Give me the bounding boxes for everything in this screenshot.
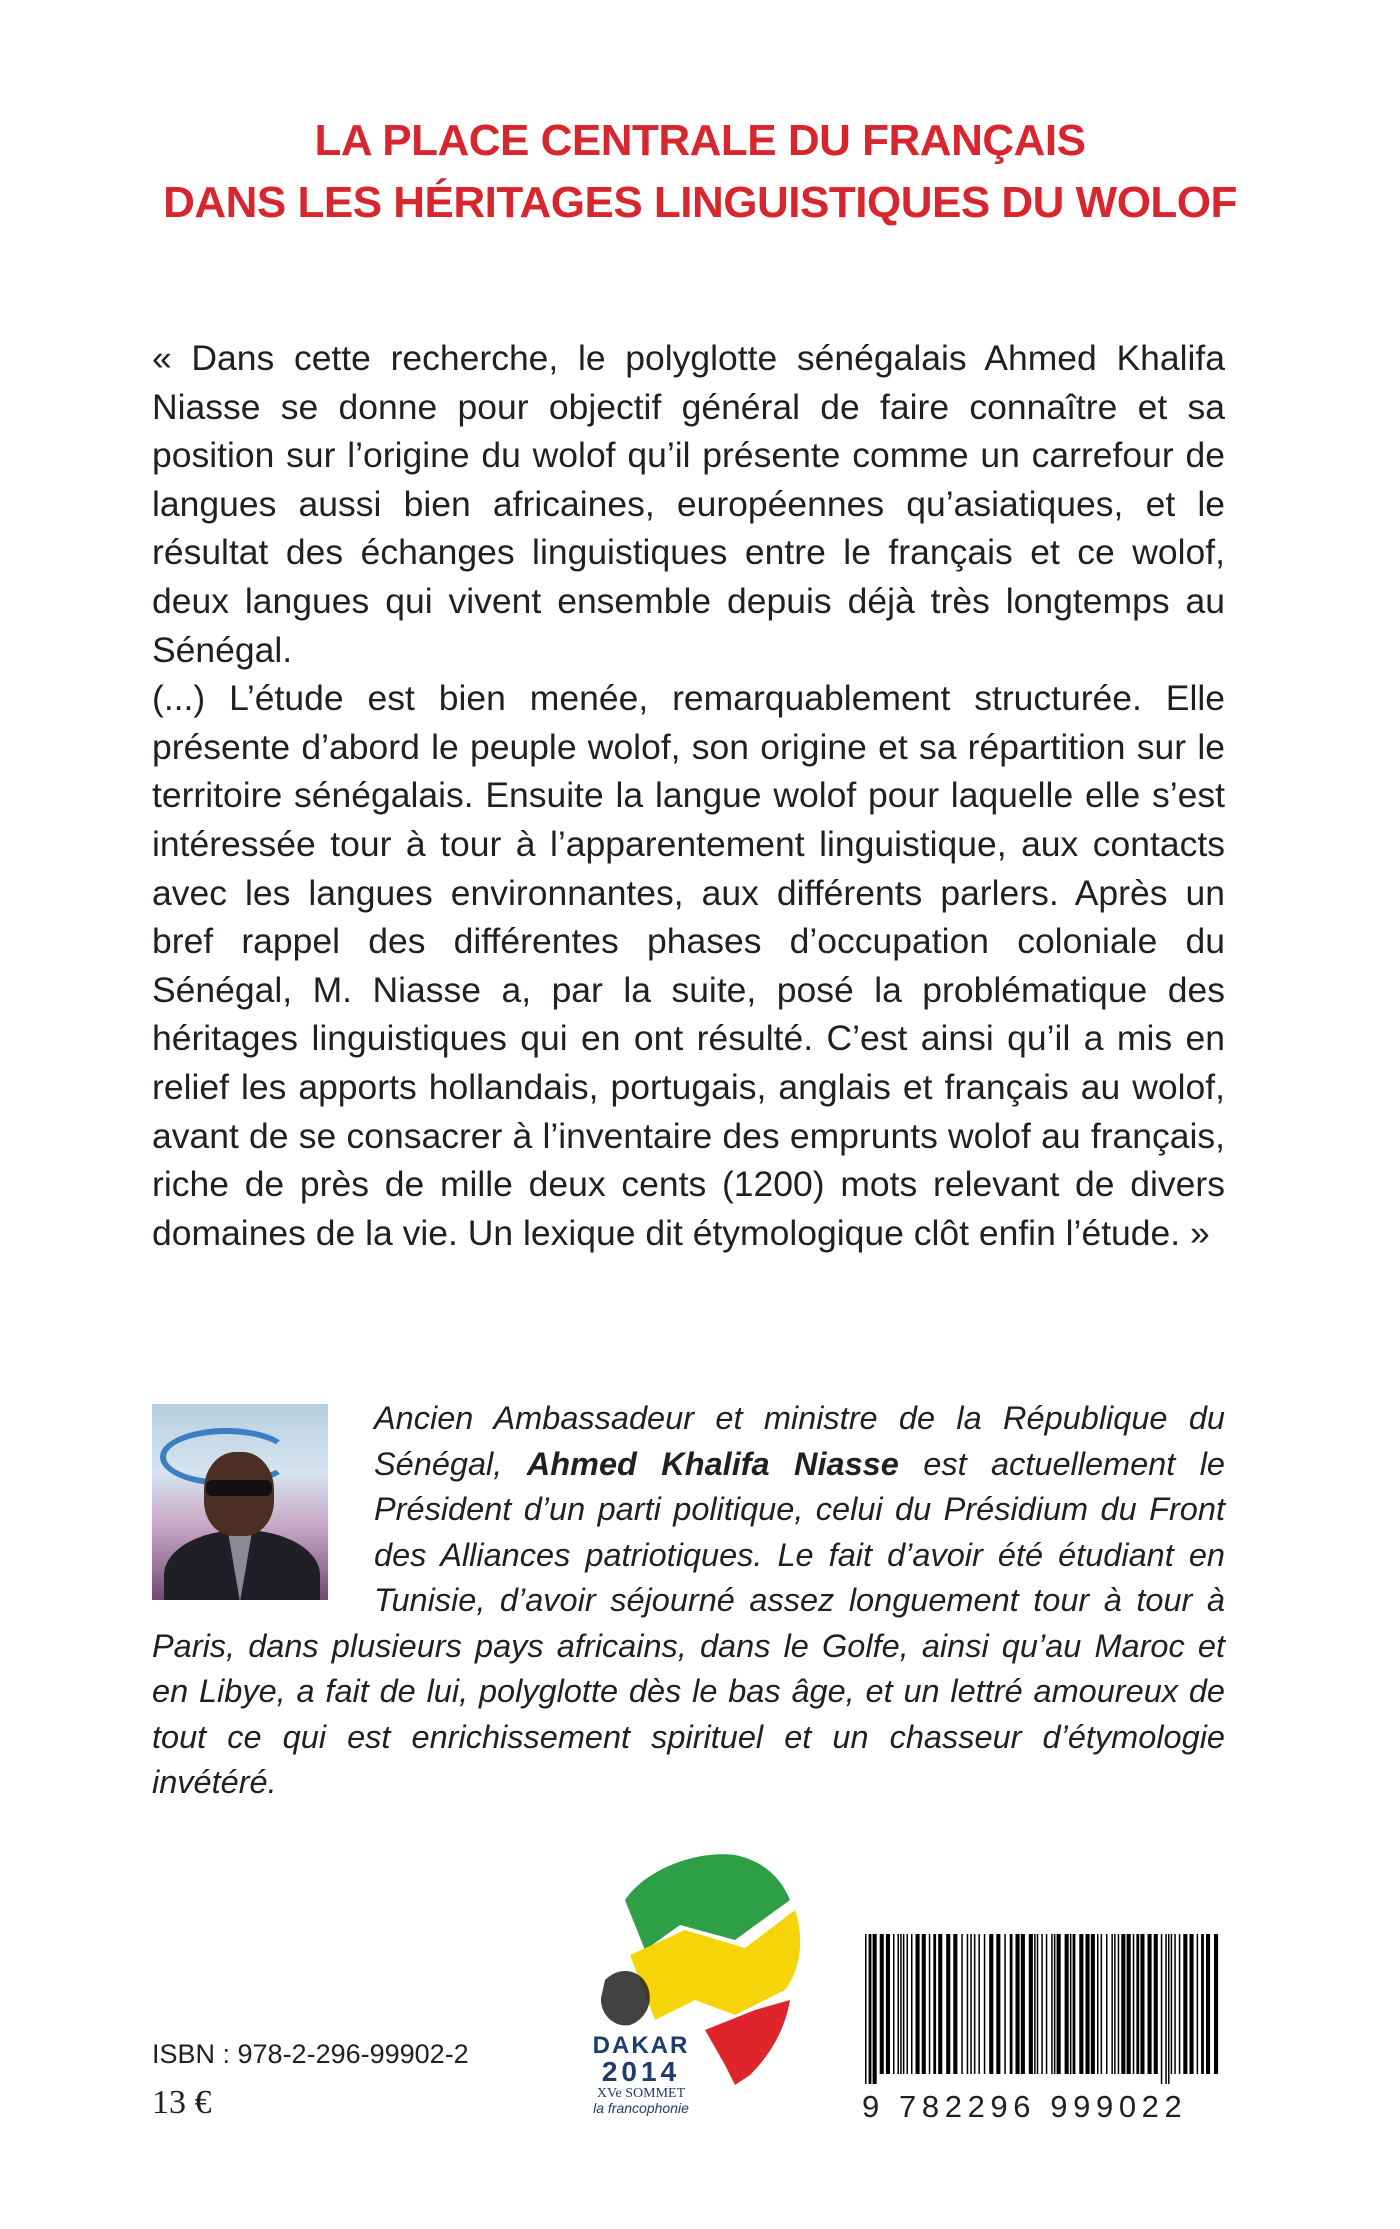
logo-year: 2014	[601, 2056, 681, 2087]
blurb-paragraph-2: (...) L’étude est bien menée, remarquablement structurée. Elle présente d’abord le peuple wolof, son origine et sa répartition sur le territoire sénégalais. Ensuite la langue wolof pour laquelle elle s’est intéressée tour à tour à l’apparentement linguistique, aux contacts avec les langues environnantes, aux différents parlers. Après un bref rappel des différentes phases d’occupation coloniale du Sénégal, M. Niasse a, par la suite, posé la problématique des héritages linguistiques qui en ont résulté. C’est ainsi qu’il a mis en relief les apports hollandais, portugais, anglais et français au wolof, avant de se consacrer à l’inventaire des emprunts wolof au français, riche de près de mille deux cents (1200) mots relevant de divers domaines de la vie. Un lexique dit étymologique clôt enfin l’étude. »	[152, 678, 1225, 1253]
barcode-bar	[953, 1934, 957, 2074]
barcode-bar	[1161, 1934, 1163, 2084]
logo-city: DAKAR	[592, 2032, 690, 2059]
barcode-bar	[903, 1934, 905, 2074]
barcode-bar	[1010, 1934, 1013, 2074]
barcode-bar	[1086, 1934, 1090, 2074]
barcode-bar	[1179, 1934, 1181, 2074]
barcode-bar	[1197, 1934, 1199, 2074]
barcode-bar	[938, 1934, 942, 2074]
barcode-bar	[1183, 1934, 1187, 2074]
barcode-bar	[1101, 1934, 1103, 2074]
logo-francophonie: la francophonie	[593, 2100, 689, 2116]
barcode-bar	[1214, 1934, 1218, 2074]
bio-text-start: Ancien Ambassadeur et ministre de la République du Sénégal,	[374, 1400, 1225, 1482]
barcode-bar	[880, 1934, 884, 2074]
barcode-bar	[922, 1934, 926, 2074]
bio-text-end: est actuellement le Président d’un parti politique, celui du Présidium du Front des Alliances patriotiques. Le fait d’avoir été étudiant en Tunisie, d’avoir séjourné assez longuement tour à tour à Paris, dans plusieurs pays africains, dans le Golfe, ainsi qu’au Maroc et en Libye, a fait de lui, polyglotte dès le bas âge, et un lettré amoureux de tout ce qui est enrichissement spirituel et un chasseur d’étymologie invétéré.	[152, 1445, 1225, 1800]
barcode-bar	[933, 1934, 936, 2074]
barcode-bar	[974, 1934, 976, 2074]
barcode-bar	[1079, 1934, 1083, 2074]
barcode-bar	[1065, 1934, 1069, 2074]
barcode-bar	[961, 1934, 963, 2074]
barcode-bar	[916, 1934, 920, 2074]
barcode-bar	[1057, 1934, 1061, 2074]
barcode-bar	[1034, 1934, 1036, 2074]
barcode-bar	[929, 1934, 931, 2074]
isbn: ISBN : 978-2-296-99902-2	[152, 2039, 469, 2069]
barcode-bar	[1097, 1934, 1099, 2074]
book-title	[0, 110, 1400, 234]
logo-lion-icon	[601, 1971, 650, 2025]
barcode-bar	[978, 1934, 980, 2074]
barcode	[863, 1934, 1225, 2084]
barcode-bar	[1051, 1934, 1053, 2074]
title-line-2: DANS LES HÉRITAGES LINGUISTIQUES DU WOLOF	[163, 178, 1237, 227]
barcode-bar	[1041, 1934, 1043, 2074]
barcode-bar	[970, 1934, 972, 2074]
barcode-bar	[946, 1934, 950, 2074]
barcode-number: 9 782296 999022	[862, 2089, 1188, 2124]
blurb-paragraph-1: « Dans cette recherche, le polyglotte sénégalais Ahmed Khalifa Niasse se donne pour objectif général de faire connaître et sa position sur l’origine du wolof qu’il présente comme un carrefour de langues aussi bien africaines, européennes qu’asiatiques, et le résultat des échanges linguistiques entre le français et ce wolof, deux langues qui vivent ensemble depuis déjà très longtemps au Sénégal.	[152, 338, 1225, 670]
barcode-bar	[1021, 1934, 1025, 2074]
author-name: Ahmed Khalifa Niasse	[526, 1445, 899, 1482]
title-line-1: LA PLACE CENTRALE DU FRANÇAIS	[314, 116, 1086, 165]
barcode-bar	[1165, 1934, 1167, 2084]
barcode-bar	[1037, 1934, 1039, 2074]
barcode-bar	[911, 1934, 913, 2074]
barcode-bar	[1136, 1934, 1139, 2074]
barcode-bar	[1133, 1934, 1135, 2074]
barcode-bar	[1190, 1934, 1194, 2074]
barcode-bar	[1206, 1934, 1210, 2074]
barcode-bar	[1004, 1934, 1006, 2074]
barcode-bar	[1106, 1934, 1108, 2074]
barcode-bar	[893, 1934, 895, 2074]
author-bio	[152, 1396, 1225, 1806]
blurb-quote	[152, 334, 1225, 1257]
price: 13 €	[152, 2084, 212, 2121]
logo-sommet: XVe SOMMET	[596, 2086, 686, 2101]
barcode-bar	[989, 1934, 993, 2074]
barcode-bar	[1046, 1934, 1048, 2074]
barcode-bar	[1029, 1934, 1033, 2074]
barcode-bar	[1201, 1934, 1204, 2074]
barcode-bar	[1111, 1934, 1113, 2074]
barcode-bar	[886, 1934, 890, 2074]
logo-caption	[586, 2034, 696, 2115]
barcode-bar	[1054, 1934, 1056, 2074]
barcode-bar	[1091, 1934, 1095, 2074]
barcode-bar	[1140, 1934, 1144, 2074]
barcode-bar	[1127, 1934, 1131, 2074]
barcode-bar	[984, 1934, 986, 2074]
barcode-bar	[1114, 1934, 1116, 2074]
barcode-bar	[996, 1934, 1000, 2074]
barcode-bar	[869, 1934, 872, 2084]
barcode-bar	[1171, 1934, 1173, 2074]
barcode-bar	[1168, 1934, 1170, 2084]
barcode-bar	[865, 1934, 867, 2084]
barcode-bar	[1016, 1934, 1020, 2074]
barcode-bar	[1073, 1934, 1076, 2074]
barcode-bar	[1118, 1934, 1120, 2074]
barcode-bar	[1070, 1934, 1072, 2074]
barcode-bar	[967, 1934, 969, 2074]
barcode-bar	[873, 1934, 877, 2084]
barcode-bar	[898, 1934, 900, 2074]
barcode-bar	[1148, 1934, 1152, 2074]
barcode-bar	[907, 1934, 909, 2074]
author-photo	[152, 1404, 328, 1600]
logo-red-band	[705, 2000, 790, 2085]
barcode-bar	[1121, 1934, 1125, 2074]
barcode-bar	[1174, 1934, 1176, 2074]
barcode-bar	[900, 1934, 902, 2074]
barcode-bar	[1154, 1934, 1158, 2074]
